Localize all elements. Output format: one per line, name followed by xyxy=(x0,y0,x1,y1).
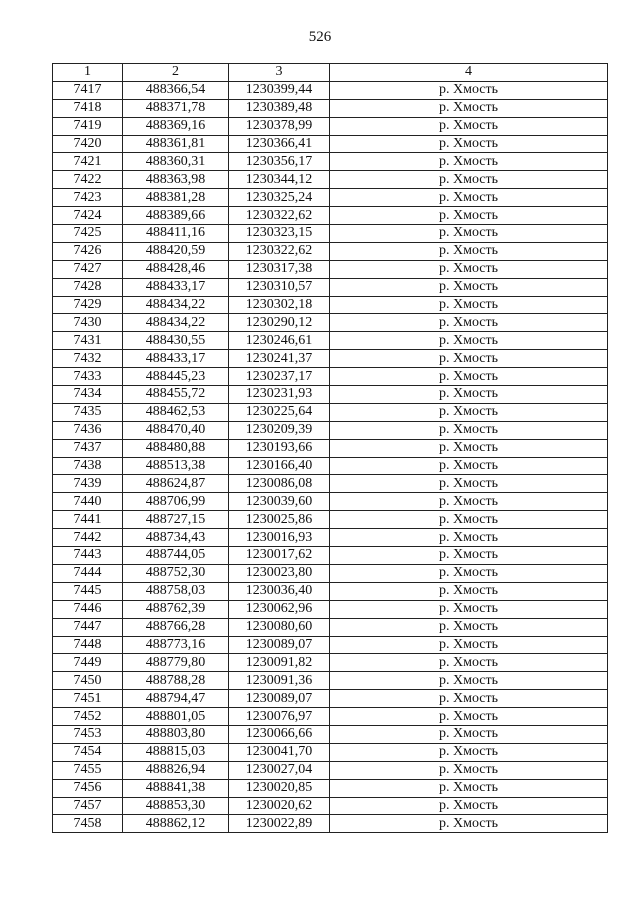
cell-number: 7450 xyxy=(53,672,123,690)
cell-number: 7443 xyxy=(53,547,123,565)
table-row xyxy=(53,386,608,404)
cell-name: р. Хмость xyxy=(330,797,608,815)
cell-y-coordinate: 1230399,44 xyxy=(229,81,330,99)
cell-name: р. Хмость xyxy=(330,350,608,368)
table-row xyxy=(53,421,608,439)
cell-y-coordinate: 1230323,15 xyxy=(229,225,330,243)
cell-name: р. Хмость xyxy=(330,368,608,386)
cell-number: 7456 xyxy=(53,779,123,797)
cell-x-coordinate: 488513,38 xyxy=(123,457,229,475)
cell-name: р. Хмость xyxy=(330,475,608,493)
cell-x-coordinate: 488360,31 xyxy=(123,153,229,171)
cell-name: р. Хмость xyxy=(330,743,608,761)
cell-x-coordinate: 488371,78 xyxy=(123,99,229,117)
cell-name: р. Хмость xyxy=(330,260,608,278)
cell-y-coordinate: 1230389,48 xyxy=(229,99,330,117)
table-row xyxy=(53,493,608,511)
cell-y-coordinate: 1230086,08 xyxy=(229,475,330,493)
column-header-x: 2 xyxy=(123,64,229,82)
cell-x-coordinate: 488624,87 xyxy=(123,475,229,493)
cell-y-coordinate: 1230062,96 xyxy=(229,600,330,618)
table-row xyxy=(53,207,608,225)
cell-x-coordinate: 488815,03 xyxy=(123,743,229,761)
column-header-y: 3 xyxy=(229,64,330,82)
cell-name: р. Хмость xyxy=(330,725,608,743)
cell-x-coordinate: 488434,22 xyxy=(123,314,229,332)
cell-y-coordinate: 1230066,66 xyxy=(229,725,330,743)
cell-y-coordinate: 1230025,86 xyxy=(229,511,330,529)
cell-y-coordinate: 1230344,12 xyxy=(229,171,330,189)
cell-y-coordinate: 1230322,62 xyxy=(229,207,330,225)
cell-name: р. Хмость xyxy=(330,547,608,565)
cell-x-coordinate: 488433,17 xyxy=(123,350,229,368)
cell-number: 7452 xyxy=(53,708,123,726)
cell-x-coordinate: 488411,16 xyxy=(123,225,229,243)
table-row xyxy=(53,725,608,743)
cell-number: 7423 xyxy=(53,189,123,207)
cell-number: 7454 xyxy=(53,743,123,761)
table-row xyxy=(53,314,608,332)
cell-number: 7419 xyxy=(53,117,123,135)
cell-name: р. Хмость xyxy=(330,242,608,260)
table-body xyxy=(53,81,608,832)
cell-number: 7432 xyxy=(53,350,123,368)
cell-name: р. Хмость xyxy=(330,99,608,117)
cell-x-coordinate: 488826,94 xyxy=(123,761,229,779)
table-row xyxy=(53,582,608,600)
table-row xyxy=(53,225,608,243)
cell-number: 7457 xyxy=(53,797,123,815)
table-row xyxy=(53,278,608,296)
cell-name: р. Хмость xyxy=(330,439,608,457)
cell-y-coordinate: 1230039,60 xyxy=(229,493,330,511)
cell-number: 7427 xyxy=(53,260,123,278)
table-row xyxy=(53,117,608,135)
cell-x-coordinate: 488788,28 xyxy=(123,672,229,690)
cell-y-coordinate: 1230193,66 xyxy=(229,439,330,457)
cell-x-coordinate: 488862,12 xyxy=(123,815,229,833)
cell-number: 7447 xyxy=(53,618,123,636)
cell-x-coordinate: 488766,28 xyxy=(123,618,229,636)
cell-y-coordinate: 1230231,93 xyxy=(229,386,330,404)
cell-y-coordinate: 1230325,24 xyxy=(229,189,330,207)
table-row xyxy=(53,403,608,421)
cell-number: 7420 xyxy=(53,135,123,153)
table-row xyxy=(53,99,608,117)
cell-y-coordinate: 1230225,64 xyxy=(229,403,330,421)
cell-number: 7449 xyxy=(53,654,123,672)
cell-y-coordinate: 1230366,41 xyxy=(229,135,330,153)
coordinates-table xyxy=(52,63,608,833)
table-row xyxy=(53,153,608,171)
column-header-number: 1 xyxy=(53,64,123,82)
table-row xyxy=(53,332,608,350)
cell-y-coordinate: 1230023,80 xyxy=(229,564,330,582)
cell-number: 7422 xyxy=(53,171,123,189)
cell-x-coordinate: 488779,80 xyxy=(123,654,229,672)
table-row xyxy=(53,547,608,565)
cell-y-coordinate: 1230166,40 xyxy=(229,457,330,475)
cell-x-coordinate: 488853,30 xyxy=(123,797,229,815)
cell-number: 7437 xyxy=(53,439,123,457)
table-row xyxy=(53,761,608,779)
cell-number: 7430 xyxy=(53,314,123,332)
cell-y-coordinate: 1230246,61 xyxy=(229,332,330,350)
cell-number: 7436 xyxy=(53,421,123,439)
cell-x-coordinate: 488445,23 xyxy=(123,368,229,386)
table-row xyxy=(53,672,608,690)
table-row xyxy=(53,779,608,797)
cell-y-coordinate: 1230020,62 xyxy=(229,797,330,815)
cell-y-coordinate: 1230022,89 xyxy=(229,815,330,833)
table-row xyxy=(53,81,608,99)
cell-x-coordinate: 488369,16 xyxy=(123,117,229,135)
table-row xyxy=(53,564,608,582)
cell-x-coordinate: 488428,46 xyxy=(123,260,229,278)
cell-y-coordinate: 1230091,82 xyxy=(229,654,330,672)
cell-x-coordinate: 488434,22 xyxy=(123,296,229,314)
cell-name: р. Хмость xyxy=(330,672,608,690)
cell-y-coordinate: 1230076,97 xyxy=(229,708,330,726)
table-row xyxy=(53,368,608,386)
cell-name: р. Хмость xyxy=(330,690,608,708)
cell-x-coordinate: 488706,99 xyxy=(123,493,229,511)
cell-y-coordinate: 1230080,60 xyxy=(229,618,330,636)
cell-y-coordinate: 1230041,70 xyxy=(229,743,330,761)
cell-number: 7451 xyxy=(53,690,123,708)
table-row xyxy=(53,815,608,833)
cell-x-coordinate: 488420,59 xyxy=(123,242,229,260)
cell-number: 7446 xyxy=(53,600,123,618)
page-number: 526 xyxy=(308,29,332,45)
cell-number: 7433 xyxy=(53,368,123,386)
cell-x-coordinate: 488381,28 xyxy=(123,189,229,207)
cell-name: р. Хмость xyxy=(330,618,608,636)
cell-y-coordinate: 1230237,17 xyxy=(229,368,330,386)
cell-y-coordinate: 1230016,93 xyxy=(229,529,330,547)
cell-x-coordinate: 488773,16 xyxy=(123,636,229,654)
cell-x-coordinate: 488803,80 xyxy=(123,725,229,743)
cell-y-coordinate: 1230241,37 xyxy=(229,350,330,368)
cell-y-coordinate: 1230209,39 xyxy=(229,421,330,439)
cell-name: р. Хмость xyxy=(330,457,608,475)
cell-number: 7425 xyxy=(53,225,123,243)
cell-name: р. Хмость xyxy=(330,600,608,618)
cell-x-coordinate: 488727,15 xyxy=(123,511,229,529)
cell-name: р. Хмость xyxy=(330,135,608,153)
cell-name: р. Хмость xyxy=(330,207,608,225)
cell-number: 7440 xyxy=(53,493,123,511)
cell-name: р. Хмость xyxy=(330,386,608,404)
table-row xyxy=(53,690,608,708)
table-row xyxy=(53,618,608,636)
cell-number: 7445 xyxy=(53,582,123,600)
cell-number: 7424 xyxy=(53,207,123,225)
table-row xyxy=(53,135,608,153)
cell-number: 7418 xyxy=(53,99,123,117)
cell-name: р. Хмость xyxy=(330,493,608,511)
table-row xyxy=(53,600,608,618)
table-row xyxy=(53,242,608,260)
cell-name: р. Хмость xyxy=(330,511,608,529)
cell-x-coordinate: 488366,54 xyxy=(123,81,229,99)
table-row xyxy=(53,797,608,815)
table-row xyxy=(53,511,608,529)
cell-y-coordinate: 1230310,57 xyxy=(229,278,330,296)
cell-x-coordinate: 488794,47 xyxy=(123,690,229,708)
cell-y-coordinate: 1230302,18 xyxy=(229,296,330,314)
cell-number: 7426 xyxy=(53,242,123,260)
cell-number: 7448 xyxy=(53,636,123,654)
cell-number: 7441 xyxy=(53,511,123,529)
cell-y-coordinate: 1230091,36 xyxy=(229,672,330,690)
cell-y-coordinate: 1230290,12 xyxy=(229,314,330,332)
cell-name: р. Хмость xyxy=(330,189,608,207)
cell-x-coordinate: 488762,39 xyxy=(123,600,229,618)
cell-number: 7453 xyxy=(53,725,123,743)
table-header-row xyxy=(53,64,608,82)
cell-x-coordinate: 488470,40 xyxy=(123,421,229,439)
cell-name: р. Хмость xyxy=(330,708,608,726)
cell-name: р. Хмость xyxy=(330,332,608,350)
cell-number: 7444 xyxy=(53,564,123,582)
cell-name: р. Хмость xyxy=(330,636,608,654)
cell-number: 7435 xyxy=(53,403,123,421)
cell-x-coordinate: 488801,05 xyxy=(123,708,229,726)
cell-name: р. Хмость xyxy=(330,81,608,99)
cell-y-coordinate: 1230317,38 xyxy=(229,260,330,278)
cell-number: 7421 xyxy=(53,153,123,171)
table-row xyxy=(53,708,608,726)
table-row xyxy=(53,457,608,475)
cell-x-coordinate: 488744,05 xyxy=(123,547,229,565)
table-row xyxy=(53,475,608,493)
cell-name: р. Хмость xyxy=(330,314,608,332)
cell-x-coordinate: 488752,30 xyxy=(123,564,229,582)
cell-name: р. Хмость xyxy=(330,153,608,171)
cell-name: р. Хмость xyxy=(330,761,608,779)
cell-name: р. Хмость xyxy=(330,171,608,189)
cell-name: р. Хмость xyxy=(330,654,608,672)
cell-y-coordinate: 1230089,07 xyxy=(229,636,330,654)
cell-y-coordinate: 1230036,40 xyxy=(229,582,330,600)
cell-name: р. Хмость xyxy=(330,278,608,296)
cell-y-coordinate: 1230378,99 xyxy=(229,117,330,135)
table-row xyxy=(53,189,608,207)
table-row xyxy=(53,296,608,314)
table-row xyxy=(53,529,608,547)
cell-y-coordinate: 1230356,17 xyxy=(229,153,330,171)
cell-x-coordinate: 488433,17 xyxy=(123,278,229,296)
cell-name: р. Хмость xyxy=(330,403,608,421)
cell-name: р. Хмость xyxy=(330,529,608,547)
cell-y-coordinate: 1230020,85 xyxy=(229,779,330,797)
cell-number: 7458 xyxy=(53,815,123,833)
column-header-name: 4 xyxy=(330,64,608,82)
cell-x-coordinate: 488361,81 xyxy=(123,135,229,153)
cell-y-coordinate: 1230017,62 xyxy=(229,547,330,565)
cell-x-coordinate: 488841,38 xyxy=(123,779,229,797)
table-row xyxy=(53,350,608,368)
cell-name: р. Хмость xyxy=(330,117,608,135)
table-row xyxy=(53,654,608,672)
cell-number: 7438 xyxy=(53,457,123,475)
cell-name: р. Хмость xyxy=(330,564,608,582)
cell-y-coordinate: 1230027,04 xyxy=(229,761,330,779)
cell-number: 7428 xyxy=(53,278,123,296)
cell-x-coordinate: 488455,72 xyxy=(123,386,229,404)
cell-x-coordinate: 488480,88 xyxy=(123,439,229,457)
table-row xyxy=(53,171,608,189)
cell-number: 7429 xyxy=(53,296,123,314)
cell-x-coordinate: 488734,43 xyxy=(123,529,229,547)
cell-name: р. Хмость xyxy=(330,582,608,600)
cell-name: р. Хмость xyxy=(330,296,608,314)
cell-number: 7442 xyxy=(53,529,123,547)
cell-name: р. Хмость xyxy=(330,225,608,243)
cell-x-coordinate: 488363,98 xyxy=(123,171,229,189)
cell-number: 7431 xyxy=(53,332,123,350)
cell-y-coordinate: 1230322,62 xyxy=(229,242,330,260)
table-row xyxy=(53,636,608,654)
cell-y-coordinate: 1230089,07 xyxy=(229,690,330,708)
table-row xyxy=(53,439,608,457)
cell-x-coordinate: 488758,03 xyxy=(123,582,229,600)
cell-number: 7439 xyxy=(53,475,123,493)
cell-number: 7417 xyxy=(53,81,123,99)
cell-number: 7455 xyxy=(53,761,123,779)
table-row xyxy=(53,260,608,278)
cell-x-coordinate: 488430,55 xyxy=(123,332,229,350)
cell-name: р. Хмость xyxy=(330,779,608,797)
cell-name: р. Хмость xyxy=(330,421,608,439)
table-row xyxy=(53,743,608,761)
cell-x-coordinate: 488389,66 xyxy=(123,207,229,225)
cell-x-coordinate: 488462,53 xyxy=(123,403,229,421)
cell-number: 7434 xyxy=(53,386,123,404)
cell-name: р. Хмость xyxy=(330,815,608,833)
